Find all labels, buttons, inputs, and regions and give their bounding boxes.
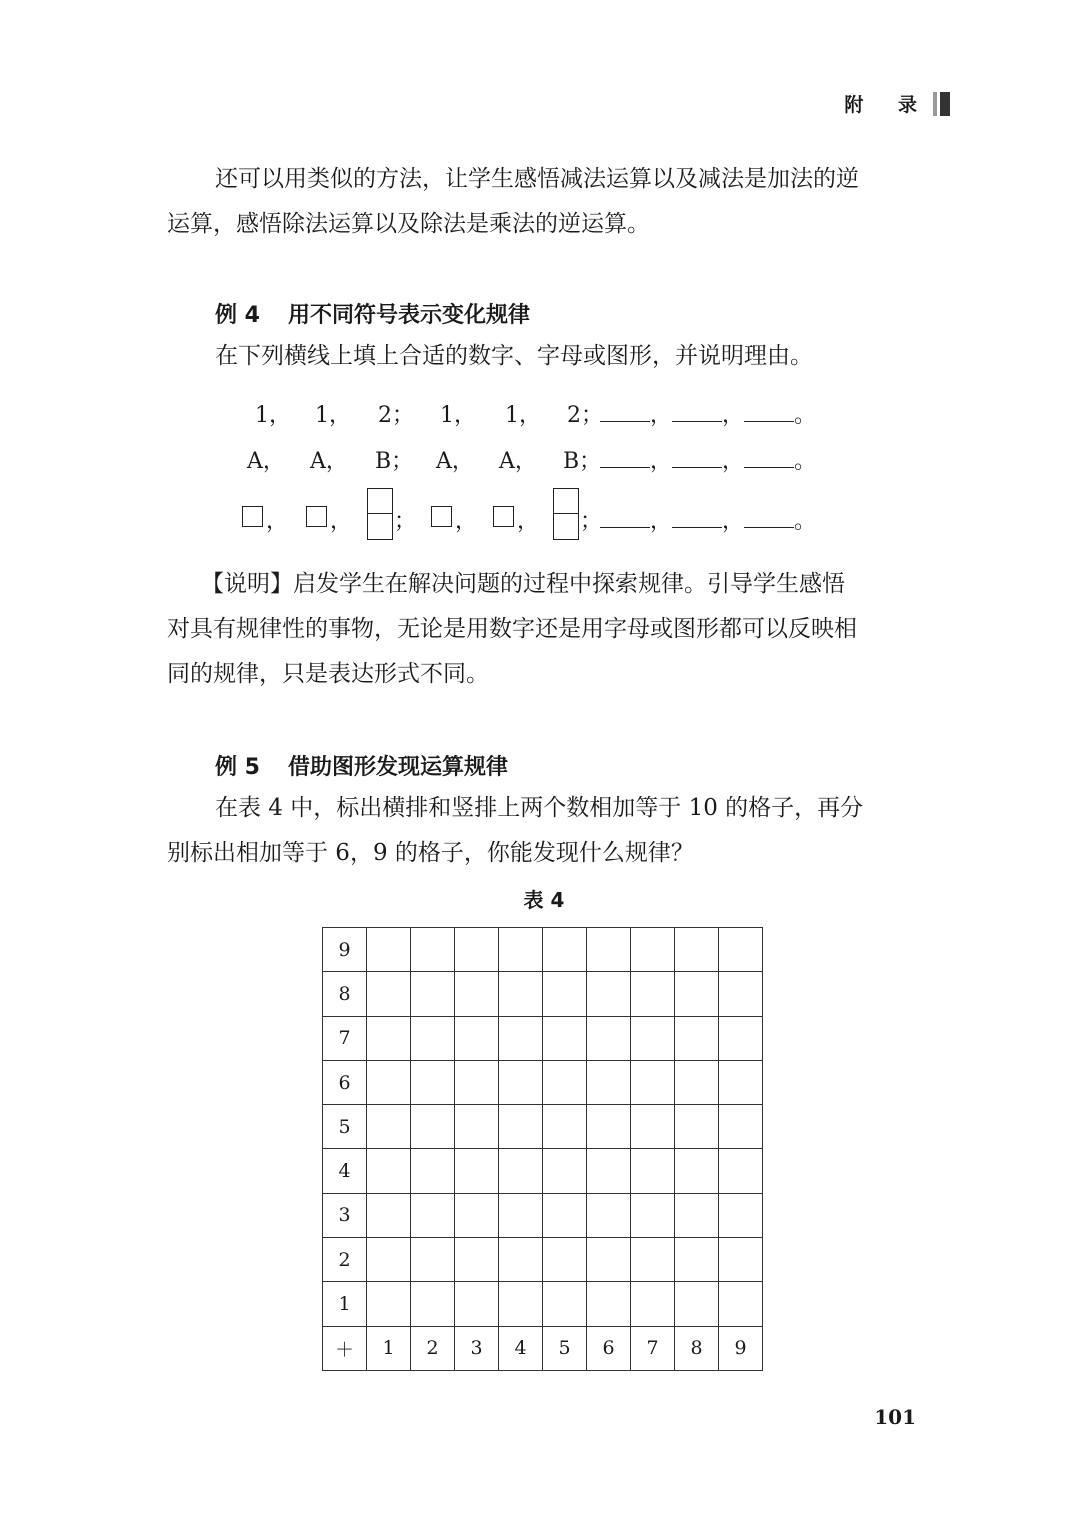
grid-cell[interactable] xyxy=(367,1282,411,1326)
example-5-line-2: 别标出相加等于 6，9 的格子，你能发现什么规律？ xyxy=(167,840,694,866)
sequence-item: 1， xyxy=(315,403,351,428)
grid-cell[interactable] xyxy=(455,972,499,1016)
example-5-paragraph xyxy=(167,786,924,876)
table-row xyxy=(323,1282,763,1326)
answer-blank[interactable] xyxy=(672,445,722,468)
grid-cell[interactable] xyxy=(499,928,543,972)
grid-cell[interactable] xyxy=(543,1016,587,1060)
table-row xyxy=(323,928,763,972)
answer-blank[interactable] xyxy=(672,399,722,422)
square-shape-icon xyxy=(306,506,327,527)
grid-cell[interactable] xyxy=(587,972,631,1016)
grid-cell[interactable] xyxy=(367,1105,411,1149)
grid-cell[interactable] xyxy=(587,1016,631,1060)
sequence-item: A， xyxy=(436,449,474,474)
example-4-instruction-block xyxy=(167,334,924,379)
answer-blanks: ， ， 。 xyxy=(600,504,816,535)
grid-cell[interactable] xyxy=(675,1060,719,1104)
example-4-number: 例 4 xyxy=(215,303,260,328)
row-label: 2 xyxy=(323,1238,367,1282)
running-header xyxy=(844,90,950,117)
grid-cell[interactable] xyxy=(411,1193,455,1237)
grid-cell[interactable] xyxy=(499,1282,543,1326)
grid-cell[interactable] xyxy=(719,972,763,1016)
grid-cell[interactable] xyxy=(367,928,411,972)
grid-cell[interactable] xyxy=(631,1016,675,1060)
grid-cell[interactable] xyxy=(411,1060,455,1104)
grid-cell[interactable] xyxy=(675,1149,719,1193)
grid-cell[interactable] xyxy=(719,1193,763,1237)
table-row xyxy=(323,1238,763,1282)
row-label: 7 xyxy=(323,1016,367,1060)
grid-cell[interactable] xyxy=(719,1149,763,1193)
paragraph-intro-line-2: 运算，感悟除法运算以及除法是乘法的逆运算。 xyxy=(167,211,650,237)
grid-cell[interactable] xyxy=(631,972,675,1016)
table-row xyxy=(323,1060,763,1104)
row-label: 1 xyxy=(323,1282,367,1326)
explanation-line-3: 同的规律，只是表达形式不同。 xyxy=(167,661,489,687)
grid-cell[interactable] xyxy=(719,1105,763,1149)
grid-cell[interactable] xyxy=(719,1060,763,1104)
grid-cell[interactable] xyxy=(367,1016,411,1060)
grid-cell[interactable] xyxy=(543,1149,587,1193)
row-label: 9 xyxy=(323,928,367,972)
column-label: 9 xyxy=(719,1326,763,1370)
grid-cell[interactable] xyxy=(499,1149,543,1193)
answer-blank[interactable] xyxy=(744,505,794,528)
grid-cell[interactable] xyxy=(719,1238,763,1282)
grid-cell[interactable] xyxy=(587,1060,631,1104)
grid-cell[interactable] xyxy=(455,1060,499,1104)
grid-cell[interactable] xyxy=(367,1238,411,1282)
grid-cell[interactable] xyxy=(631,1149,675,1193)
grid-cell[interactable] xyxy=(543,1105,587,1149)
table-row xyxy=(323,1105,763,1149)
grid-cell[interactable] xyxy=(411,1238,455,1282)
column-label: 7 xyxy=(631,1326,675,1370)
divided-rectangle-icon xyxy=(553,488,579,540)
grid-cell[interactable] xyxy=(543,972,587,1016)
grid-cell[interactable] xyxy=(587,1149,631,1193)
header-bar-icon xyxy=(933,92,950,116)
table-row xyxy=(323,1149,763,1193)
grid-cell[interactable] xyxy=(411,1282,455,1326)
grid-cell[interactable] xyxy=(411,1016,455,1060)
header-section-title: 附 录 xyxy=(844,94,931,116)
grid-cell[interactable] xyxy=(499,1238,543,1282)
grid-cell[interactable] xyxy=(719,928,763,972)
row-label: 6 xyxy=(323,1060,367,1104)
square-shape-icon xyxy=(493,506,514,527)
page-number: 101 xyxy=(874,1405,916,1429)
grid-cell[interactable] xyxy=(543,1238,587,1282)
grid-cell[interactable] xyxy=(367,1193,411,1237)
answer-blanks: ， ， 。 xyxy=(600,398,816,429)
grid-cell[interactable] xyxy=(455,1238,499,1282)
example-4-title: 用不同符号表示变化规律 xyxy=(287,303,530,328)
answer-blank[interactable] xyxy=(672,505,722,528)
example-5-number: 例 5 xyxy=(215,755,260,780)
grid-cell[interactable] xyxy=(455,1193,499,1237)
table-row xyxy=(323,1193,763,1237)
grid-cell[interactable] xyxy=(499,1060,543,1104)
column-label: 8 xyxy=(675,1326,719,1370)
grid-cell[interactable] xyxy=(543,1193,587,1237)
square-shape-icon xyxy=(242,506,263,527)
grid-cell[interactable] xyxy=(587,1238,631,1282)
grid-cell[interactable] xyxy=(675,1105,719,1149)
grid-cell[interactable] xyxy=(631,1105,675,1149)
grid-cell[interactable] xyxy=(631,1282,675,1326)
row-label: 8 xyxy=(323,972,367,1016)
paragraph-intro xyxy=(167,157,924,247)
sequence-item: B； xyxy=(375,449,414,474)
grid-cell[interactable] xyxy=(675,1193,719,1237)
grid-cell[interactable] xyxy=(499,1016,543,1060)
sequence-item: A， xyxy=(247,449,285,474)
grid-cell[interactable] xyxy=(411,1105,455,1149)
sequence-item: 1， xyxy=(505,403,541,428)
grid-cell[interactable] xyxy=(367,1060,411,1104)
grid-cell[interactable] xyxy=(455,1016,499,1060)
row-label: 5 xyxy=(323,1105,367,1149)
explanation-line-1: 【说明】启发学生在解决问题的过程中探索规律。引导学生感悟 xyxy=(201,571,845,597)
grid-cell[interactable] xyxy=(411,1149,455,1193)
example-4-instruction: 在下列横线上填上合适的数字、字母或图形，并说明理由。 xyxy=(215,343,813,369)
row-label: 3 xyxy=(323,1193,367,1237)
grid-cell[interactable] xyxy=(543,1060,587,1104)
column-label: 3 xyxy=(455,1326,499,1370)
sequence-item: 2； xyxy=(378,403,414,428)
example-4-heading xyxy=(215,298,530,329)
grid-cell[interactable] xyxy=(631,1193,675,1237)
grid-cell[interactable] xyxy=(455,1149,499,1193)
answer-blanks: ， ， 。 xyxy=(600,444,816,475)
paragraph-intro-line-1: 还可以用类似的方法，让学生感悟减法运算以及减法是加法的逆 xyxy=(215,166,859,192)
explanation-line-2: 对具有规律性的事物，无论是用数字还是用字母或图形都可以反映相 xyxy=(167,616,857,642)
sequence-item: 1， xyxy=(255,403,291,428)
table-row xyxy=(323,972,763,1016)
answer-blank[interactable] xyxy=(744,445,794,468)
grid-cell[interactable] xyxy=(631,928,675,972)
sequence-item: 1， xyxy=(440,403,476,428)
column-label: 4 xyxy=(499,1326,543,1370)
answer-blank[interactable] xyxy=(600,445,650,468)
grid-cell[interactable] xyxy=(587,1282,631,1326)
grid-cell[interactable] xyxy=(543,928,587,972)
grid-cell[interactable] xyxy=(543,1282,587,1326)
grid-cell[interactable] xyxy=(587,1193,631,1237)
grid-cell[interactable] xyxy=(455,928,499,972)
sequence-item: 2； xyxy=(567,403,603,428)
grid-cell[interactable] xyxy=(675,1016,719,1060)
grid-cell[interactable] xyxy=(631,1238,675,1282)
grid-cell[interactable] xyxy=(675,928,719,972)
grid-cell[interactable] xyxy=(631,1060,675,1104)
grid-cell[interactable] xyxy=(675,972,719,1016)
answer-blank[interactable] xyxy=(600,505,650,528)
answer-blank[interactable] xyxy=(744,399,794,422)
table-row xyxy=(323,1016,763,1060)
row-label: 4 xyxy=(323,1149,367,1193)
grid-cell[interactable] xyxy=(587,1105,631,1149)
plus-sign-icon: ＋ xyxy=(323,1326,367,1370)
example-5-title: 借助图形发现运算规律 xyxy=(287,755,508,780)
table-caption: 表 4 xyxy=(523,888,565,912)
grid-cell[interactable] xyxy=(411,972,455,1016)
grid-cell[interactable] xyxy=(499,972,543,1016)
example-5-line-1: 在表 4 中，标出横排和竖排上两个数相加等于 10 的格子，再分 xyxy=(215,795,864,821)
grid-cell[interactable] xyxy=(719,1282,763,1326)
grid-cell[interactable] xyxy=(675,1238,719,1282)
answer-blank[interactable] xyxy=(600,399,650,422)
column-label: 1 xyxy=(367,1326,411,1370)
grid-cell[interactable] xyxy=(411,928,455,972)
divided-rectangle-icon xyxy=(367,488,393,540)
sequence-item: A， xyxy=(499,449,537,474)
grid-cell[interactable] xyxy=(455,1105,499,1149)
grid-cell[interactable] xyxy=(719,1016,763,1060)
grid-cell[interactable] xyxy=(587,928,631,972)
grid-cell[interactable] xyxy=(455,1282,499,1326)
grid-cell[interactable] xyxy=(499,1105,543,1149)
addition-grid-table xyxy=(322,927,763,1371)
sequence-item: A， xyxy=(310,449,348,474)
explanation-paragraph xyxy=(167,562,924,697)
example-5-heading xyxy=(215,750,508,781)
table-header-row xyxy=(323,1326,763,1370)
grid-cell[interactable] xyxy=(499,1193,543,1237)
sequence-item: B； xyxy=(563,449,602,474)
grid-cell[interactable] xyxy=(367,972,411,1016)
column-label: 6 xyxy=(587,1326,631,1370)
square-shape-icon xyxy=(431,506,452,527)
column-label: 2 xyxy=(411,1326,455,1370)
grid-cell[interactable] xyxy=(675,1282,719,1326)
column-label: 5 xyxy=(543,1326,587,1370)
grid-cell[interactable] xyxy=(367,1149,411,1193)
